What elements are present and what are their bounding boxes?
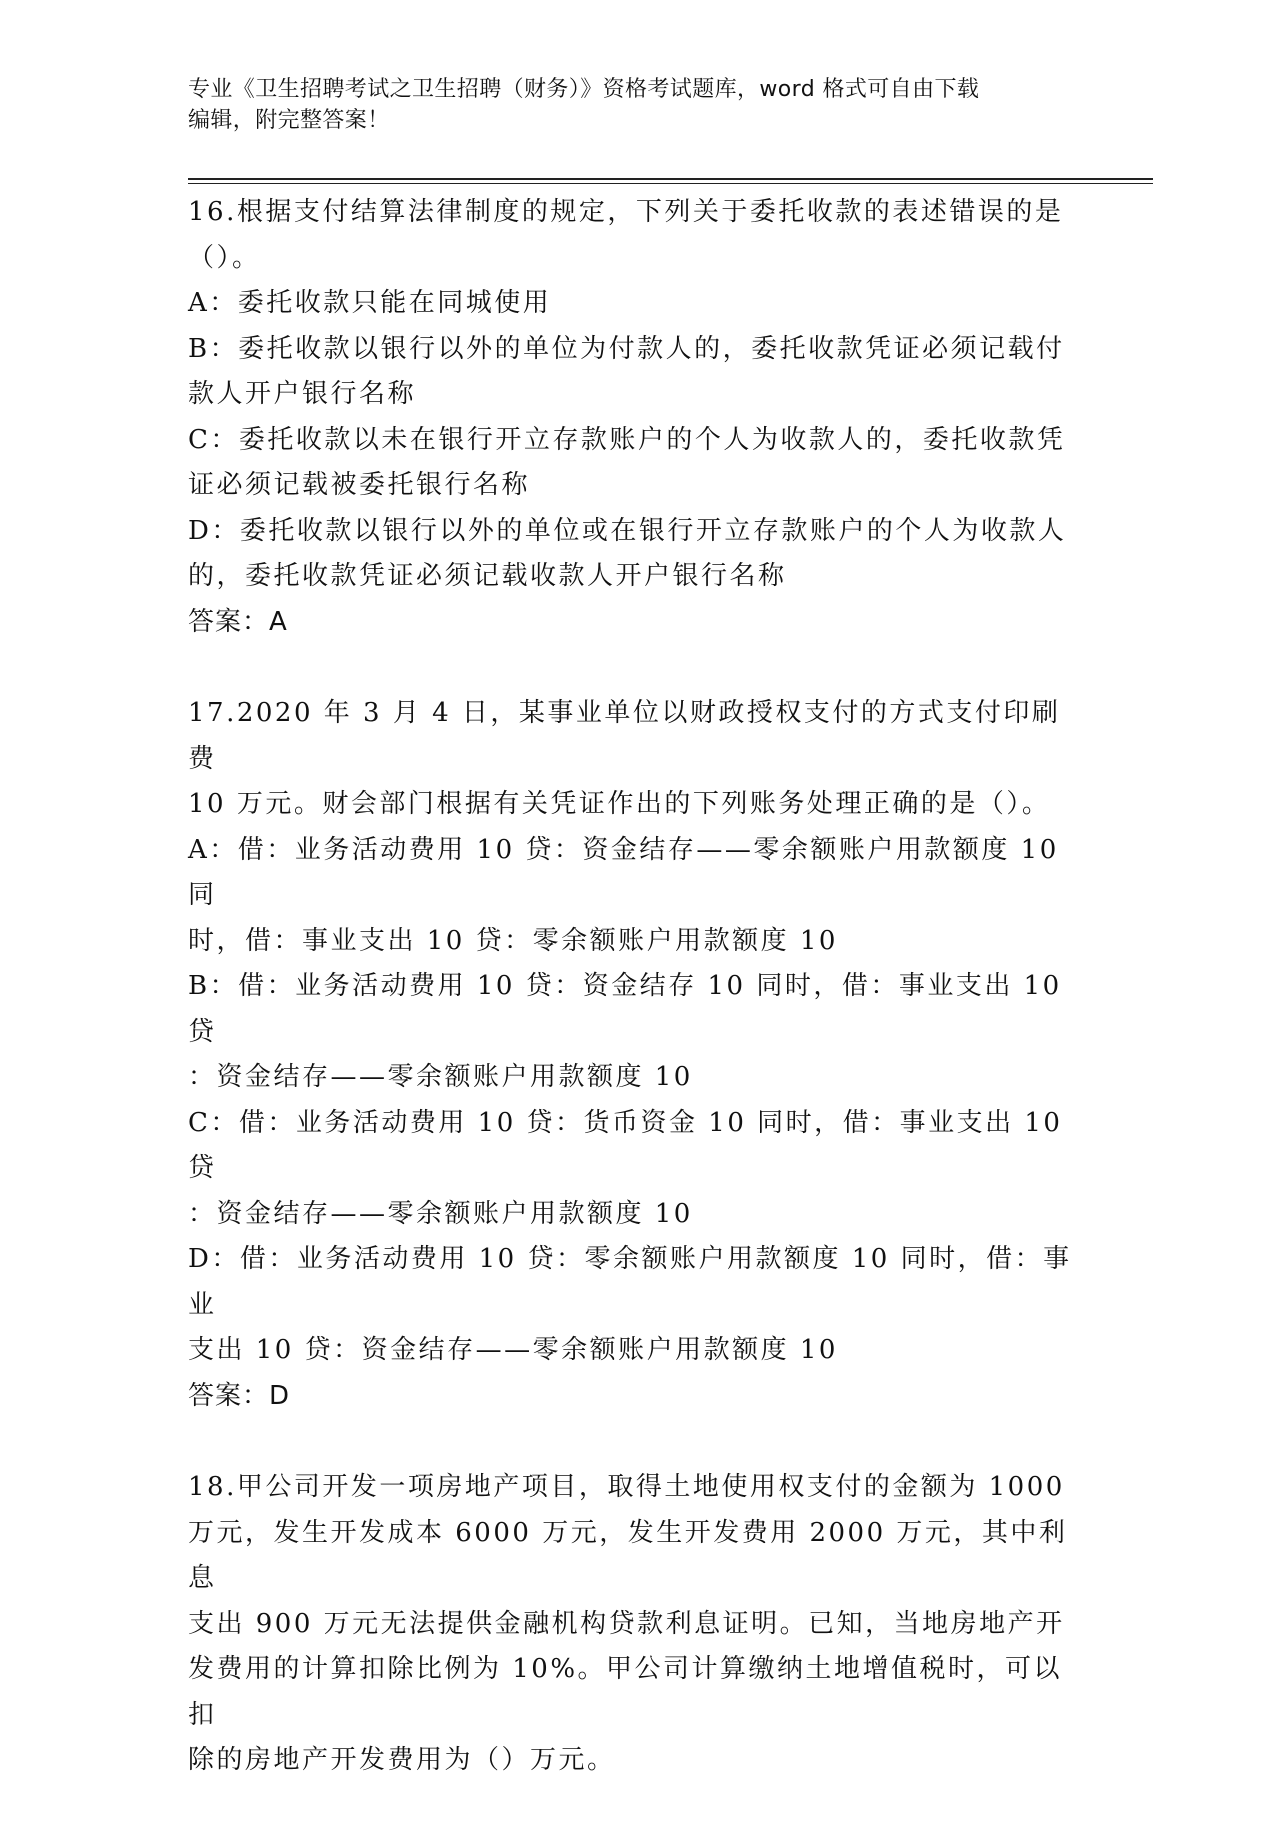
document-header <box>188 74 1088 136</box>
question-stem-line: 18.甲公司开发一项房地产项目，取得土地使用权支付的金额为 1000 <box>188 1472 1065 1502</box>
header-line: 编辑，附完整答案！ <box>188 108 390 133</box>
question-stem-line: 16.根据支付结算法律制度的规定，下列关于委托收款的表述错误的是 <box>188 197 1064 227</box>
option-b-cont: ：资金结存——零余额账户用款额度 10 <box>188 1062 693 1092</box>
header-divider-thin <box>188 183 1153 184</box>
option-c: C：借：业务活动费用 10 贷：货币资金 10 同时，借：事业支出 10 贷 <box>188 1107 1063 1183</box>
option-b: B：借：业务活动费用 10 贷：资金结存 10 同时，借：事业支出 10 贷 <box>188 971 1062 1047</box>
question-16 <box>188 190 1088 645</box>
question-stem-line: 10 万元。财会部门根据有关凭证作出的下列账务处理正确的是（）。 <box>188 789 1051 819</box>
question-stem-line: 万元，发生开发成本 6000 万元，发生开发费用 2000 万元，其中利息 <box>188 1517 1068 1593</box>
option-c: C：委托收款以未在银行开立存款账户的个人为收款人的，委托收款凭 <box>188 424 1066 455</box>
option-c-cont: 证必须记载被委托银行名称 <box>188 470 531 500</box>
answer-label: 答案：D <box>188 1380 291 1411</box>
option-d: D：借：业务活动费用 10 贷：零余额账户用款额度 10 同时，借：事业 <box>188 1244 1072 1320</box>
question-stem-line: 发费用的计算扣除比例为 10%。甲公司计算缴纳土地增值税时，可以扣 <box>188 1654 1063 1730</box>
question-stem-line: （）。 <box>188 242 261 273</box>
header-divider <box>188 178 1153 180</box>
option-d: D：委托收款以银行以外的单位或在银行开立存款账户的个人为收款人 <box>188 515 1067 546</box>
option-b-cont: 款人开户银行名称 <box>188 379 417 409</box>
option-c-cont: ：资金结存——零余额账户用款额度 10 <box>188 1198 693 1229</box>
question-17 <box>188 691 1088 1419</box>
option-a: A：借：业务活动费用 10 贷：资金结存——零余额账户用款额度 10 同 <box>188 834 1059 910</box>
option-a: A：委托收款只能在同城使用 <box>188 288 552 318</box>
option-d-cont: 支出 10 贷：资金结存——零余额账户用款额度 10 <box>188 1335 838 1365</box>
question-list <box>188 190 1088 1830</box>
question-18 <box>188 1465 1088 1784</box>
question-stem-line: 17.2020 年 3 月 4 日，某事业单位以财政授权支付的方式支付印刷费 <box>188 698 1061 774</box>
option-b: B：委托收款以银行以外的单位为付款人的，委托收款凭证必须记载付 <box>188 333 1065 364</box>
option-d-cont: 的，委托收款凭证必须记载收款人开户银行名称 <box>188 561 787 591</box>
option-a-cont: 时，借：事业支出 10 贷：零余额账户用款额度 10 <box>188 925 838 956</box>
header-line: 专业《卫生招聘考试之卫生招聘（财务）》资格考试题库，word 格式可自由下载 <box>188 77 980 102</box>
question-stem-line: 支出 900 万元无法提供金融机构贷款利息证明。已知，当地房地产开 <box>188 1608 1065 1639</box>
answer-label: 答案：A <box>188 606 288 637</box>
question-stem-line: 除的房地产开发费用为（）万元。 <box>188 1745 616 1775</box>
